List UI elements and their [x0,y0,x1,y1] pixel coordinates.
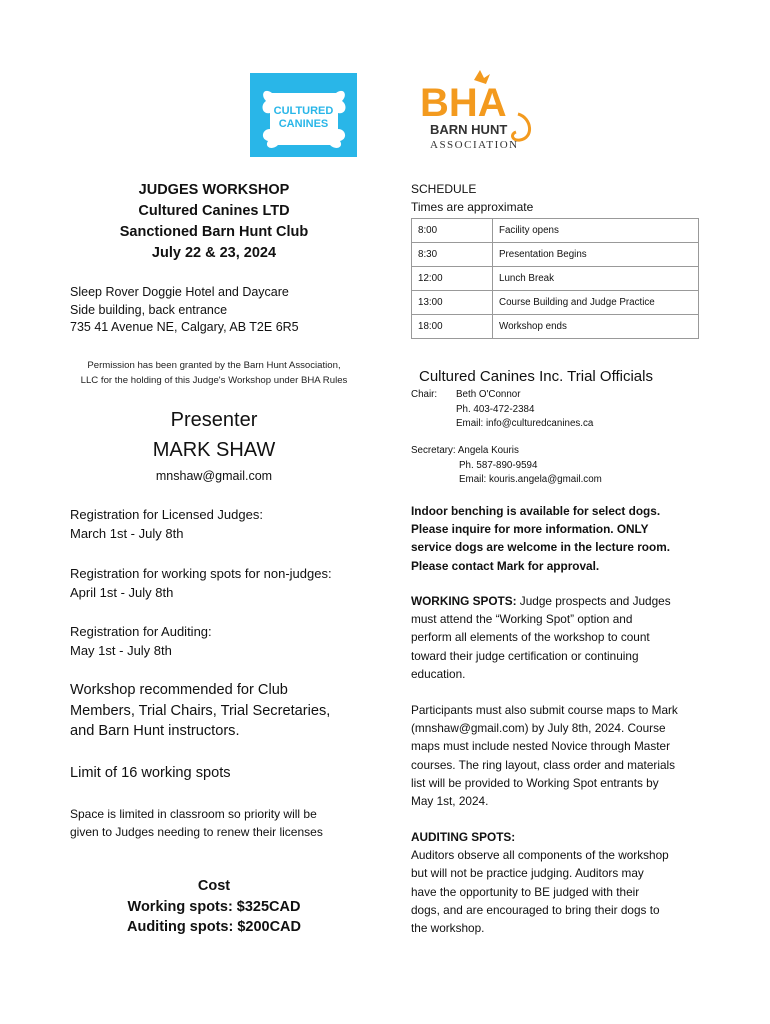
chair-label: Chair: [411,389,438,400]
table-row [412,291,699,315]
space-notice [70,805,370,841]
schedule-heading: SCHEDULE [411,182,477,196]
logo-bha-line2: ASSOCIATION [430,139,519,151]
schedule-time: 12:00 [412,267,493,291]
logo-cc-line2: CANINES [278,118,329,130]
participants-line4: courses. The ring layout, class order and materials [411,757,676,772]
working-spots-section [411,592,711,683]
cost-auditing: Auditing spots: $200CAD [126,919,301,935]
recommend-line2: Members, Trial Chairs, Trial Secretaries, [70,702,331,719]
chair-email: Email: info@culturedcanines.ca [456,418,594,429]
cost-block [70,876,358,938]
cultured-canines-logo [250,73,357,157]
registration-auditing [70,622,358,660]
presenter-heading: Presenter [170,409,258,431]
event-club: Sanctioned Barn Hunt Club [119,224,309,240]
space-line2: given to Judges needing to renew their licenses [70,825,323,839]
schedule-time: 8:00 [412,219,493,243]
auditing-spots-label: AUDITING SPOTS: [411,830,516,844]
event-host: Cultured Canines LTD [138,203,290,219]
logo-cc-line1: CULTURED [273,105,334,117]
schedule-event: Course Building and Judge Practice [493,291,699,315]
venue-address [70,284,358,337]
auditing-spots-line4: dogs, and are encouraged to bring their dogs to [411,902,660,917]
secretary-label: Secretary: [411,445,456,456]
recommendation [70,680,370,742]
officials-heading: Cultured Canines Inc. Trial Officials [419,368,653,385]
auditing-spots-line2: but will not be practice judging. Auditors may [411,866,644,881]
presenter-block [70,405,358,483]
auditing-spots-line5: the workshop. [411,921,485,936]
venue-line1: Sleep Rover Doggie Hotel and Daycare [70,285,289,299]
chair-name: Beth O'Connor [456,389,521,400]
event-dates: July 22 & 23, 2024 [151,245,277,261]
permission-line1: Permission has been granted by the Barn Hunt Association, [87,360,341,371]
secretary-name: Angela Kouris [457,445,519,456]
benching-line3: service dogs are welcome in the lecture room. [411,540,670,555]
working-spots-line1: Judge prospects and Judges [516,594,671,608]
benching-line1: Indoor benching is available for select dogs. [411,504,661,518]
event-title: JUDGES WORKSHOP [138,182,290,198]
schedule-subheading: Times are approximate [411,200,534,214]
auditing-spots-section [411,828,711,937]
limit-text: Limit of 16 working spots [70,765,231,781]
presenter-name: MARK SHAW [152,439,276,461]
auditing-spots-line1: Auditors observe all components of the workshop [411,848,669,863]
working-spots-line4: toward their judge certification or continuing [411,648,639,663]
participants-line2: (mnshaw@gmail.com) by July 8th, 2024. Course [411,721,666,736]
working-spots-line5: education. [411,666,466,681]
auditing-label: Registration for Auditing: [70,624,212,639]
working-dates: April 1st - July 8th [70,585,174,600]
schedule-event: Facility opens [493,219,699,243]
participants-line6: May 1st, 2024. [411,794,489,809]
working-spots-label: WORKING SPOTS: [411,594,517,608]
benching-notice [411,502,711,575]
secretary-phone: Ph. 587-890-9594 [459,459,538,471]
working-label: Registration for working spots for non-judges: [70,566,332,581]
participants-section [411,701,711,810]
event-title-block [70,180,358,264]
schedule-event: Lunch Break [493,267,699,291]
licensed-dates: March 1st - July 8th [70,526,184,541]
recommend-line3: and Barn Hunt instructors. [70,723,240,739]
schedule-header [411,180,701,216]
participants-line3: maps must include nested Novice through Master [411,739,671,754]
officials-chair [411,388,711,432]
registration-working [70,564,370,602]
logo-bha-line1: BARN HUNT [430,122,508,137]
schedule-event: Presentation Begins [493,243,699,267]
presenter-email: mnshaw@gmail.com [155,469,273,483]
barn-hunt-association-logo [414,68,536,154]
schedule-event: Workshop ends [493,315,699,339]
space-line1: Space is limited in classroom so priority will be [70,807,317,821]
working-spots-line3: perform all elements of the workshop to count [411,630,650,645]
schedule-time: 18:00 [412,315,493,339]
licensed-label: Registration for Licensed Judges: [70,507,263,522]
schedule-time: 8:30 [412,243,493,267]
officials-secretary [411,444,711,488]
table-row [412,219,699,243]
venue-line2: Side building, back entrance [70,302,228,317]
registration-licensed [70,505,358,543]
auditing-dates: May 1st - July 8th [70,643,172,658]
recommend-line1: Workshop recommended for Club [70,682,288,698]
auditing-spots-line3: have the opportunity to BE judged with their [411,884,640,899]
permission-line2: LLC for the holding of this Judge's Workshop under BHA Rules [80,375,348,386]
table-row [412,267,699,291]
participants-line1: Participants must also submit course maps to Mark [411,703,678,717]
chair-phone: Ph. 403-472-2384 [456,403,535,415]
logo-bha-letters: BHA [420,81,507,125]
schedule-time: 13:00 [412,291,493,315]
participants-line5: list will be provided to Working Spot entrants by [411,775,659,790]
working-spots-line2: must attend the “Working Spot” option and [411,612,633,627]
cost-working: Working spots: $325CAD [127,898,301,915]
table-row [412,315,699,339]
benching-line2: Please inquire for more information. ONLY [411,522,649,537]
secretary-email: Email: kouris.angela@gmail.com [459,474,602,485]
venue-line3: 735 41 Avenue NE, Calgary, AB T2E 6R5 [70,320,299,334]
cost-heading: Cost [197,878,231,894]
schedule-table [411,218,699,339]
benching-line4: Please contact Mark for approval. [411,558,600,573]
permission-notice [64,358,364,388]
table-row [412,243,699,267]
